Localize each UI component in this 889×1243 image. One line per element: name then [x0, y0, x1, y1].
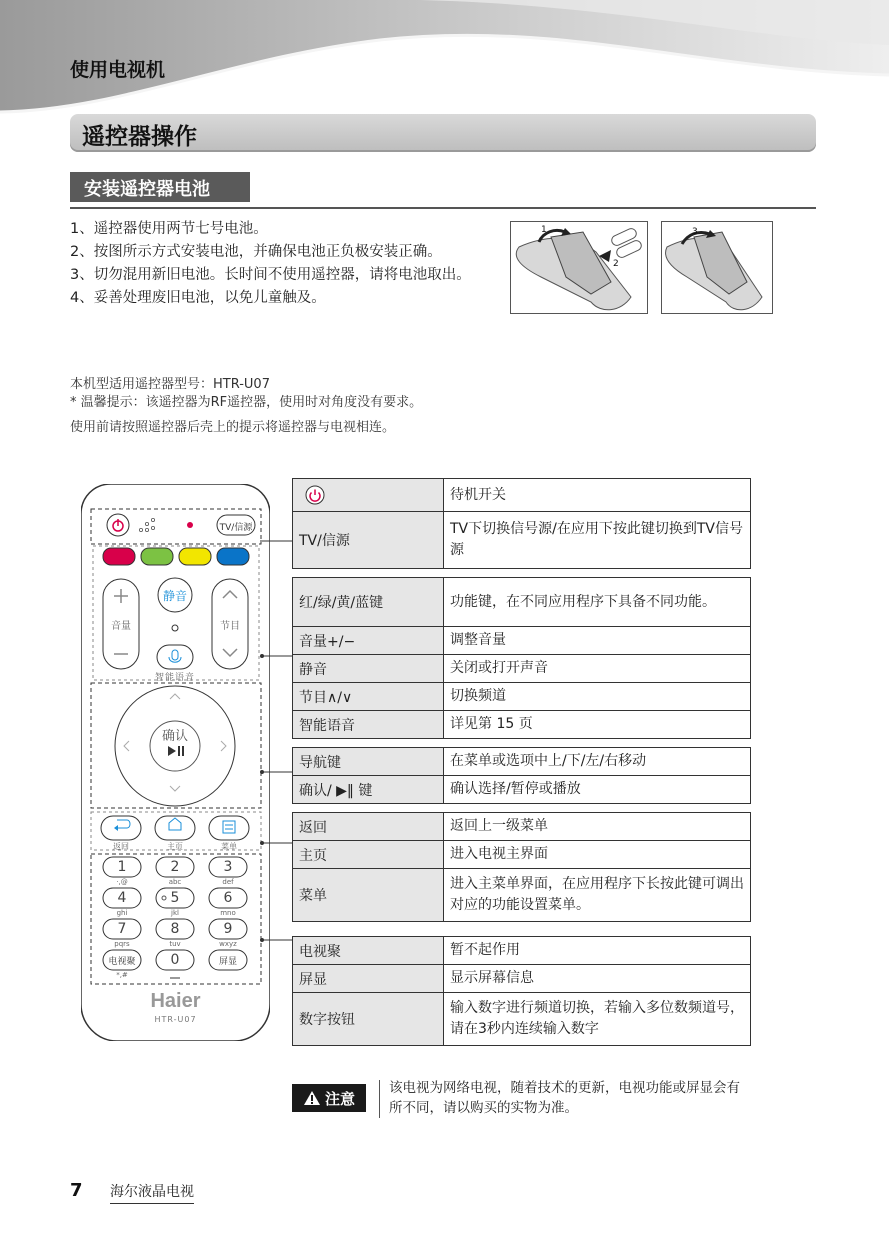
battery-install-figure-2 — [661, 221, 773, 314]
back-key-label: 返回 — [113, 842, 129, 851]
digit-1-letters: ·,@ — [116, 878, 128, 886]
desc-cell: 关闭或打开声音 — [444, 655, 751, 683]
desc-cell: 调整音量 — [444, 627, 751, 655]
digit-2-key: 2 — [170, 859, 180, 875]
digit-4-letters: ghi — [116, 909, 128, 917]
key-cell: 屏显 — [293, 965, 444, 993]
volume-key-label: 音量 — [111, 621, 131, 632]
ok-key-label: 确认 — [161, 729, 188, 744]
digit-6-key: 6 — [223, 890, 233, 906]
chapter-title: 使用电视机 — [70, 59, 166, 81]
digit-5-letters: jkl — [171, 909, 179, 917]
haier-logo: Haier — [150, 990, 201, 1012]
desc-cell: 显示屏幕信息 — [444, 965, 751, 993]
table-row — [293, 813, 751, 841]
rf-tip: * 温馨提示：该遥控器为RF遥控器，使用时对角度没有要求。 — [70, 395, 423, 410]
key-cell: 智能语音 — [293, 711, 444, 739]
subsection-title: 安装遥控器电池 — [84, 179, 210, 200]
mute-key-label: 静音 — [162, 589, 187, 603]
key-cell: 菜单 — [293, 869, 444, 922]
desc-cell: 功能键，在不同应用程序下具备不同功能。 — [444, 578, 751, 627]
table-row — [293, 683, 751, 711]
caution-divider — [379, 1080, 380, 1118]
key-table-numeric — [292, 936, 751, 1046]
step-item: 2、按图所示方式安装电池，并确保电池正负极安装正确。 — [70, 244, 442, 260]
desc-cell: 待机开关 — [444, 479, 751, 512]
key-cell: 红/绿/黄/蓝键 — [293, 578, 444, 627]
battery-install-figure-1 — [510, 221, 648, 314]
digit-3-letters: def — [222, 878, 234, 886]
battery-steps — [70, 218, 471, 310]
tv-source-key-label: TV/信源 — [219, 523, 253, 533]
menu-key-label: 菜单 — [221, 842, 237, 851]
display-key: 屏显 — [218, 957, 237, 967]
remote-model-label: HTR-U07 — [154, 1015, 197, 1024]
table-row — [293, 869, 751, 922]
desc-cell: 输入数字进行频道切换，若输入多位数频道号，请在3秒内连续输入数字 — [444, 993, 751, 1046]
figure-step-3: 3 — [692, 227, 698, 237]
tv-gather-key: 电视聚 — [108, 957, 136, 967]
key-cell: 节目∧/∨ — [293, 683, 444, 711]
desc-cell: TV下切换信号源/在应用下按此键切换到TV信号源 — [444, 512, 751, 569]
key-cell: 电视聚 — [293, 937, 444, 965]
key-table-power — [292, 478, 751, 569]
digit-1-key: 1 — [117, 859, 127, 875]
digit-8-key: 8 — [170, 921, 180, 937]
key-table-function — [292, 577, 751, 739]
key-cell: 数字按钮 — [293, 993, 444, 1046]
page-number: 7 — [70, 1180, 83, 1201]
digit-5-key: 5 — [170, 890, 180, 906]
figure-step-1: 1 — [541, 225, 547, 235]
key-cell: TV/信源 — [293, 512, 444, 569]
home-key-label: 主页 — [167, 842, 183, 851]
desc-cell: 在菜单或选项中上/下/左/右移动 — [444, 748, 751, 776]
digit-7-letters: pqrs — [114, 940, 130, 948]
step-item: 1、遥控器使用两节七号电池。 — [70, 221, 268, 237]
step-item: 4、妥善处理废旧电池，以免儿童触及。 — [70, 290, 326, 306]
digit-9-letters: wxyz — [219, 940, 237, 948]
model-note: 本机型适用遥控器型号：HTR-U07 — [70, 377, 270, 392]
digit-9-key: 9 — [223, 921, 233, 937]
table-row — [293, 993, 751, 1046]
star-hash-label: *,# — [116, 971, 128, 979]
subsection-rule — [70, 207, 816, 209]
caution-badge — [292, 1084, 366, 1112]
figure-step-2: 2 — [613, 259, 619, 269]
digit-2-letters: abc — [168, 878, 182, 886]
table-row — [293, 748, 751, 776]
caution-text: 该电视为网络电视，随着技术的更新，电视功能或屏显会有所不同，请以购买的实物为准。 — [389, 1080, 740, 1116]
key-cell: 主页 — [293, 841, 444, 869]
key-table-menu — [292, 812, 751, 922]
section-title: 遥控器操作 — [82, 124, 197, 150]
digit-4-key: 4 — [117, 890, 127, 906]
desc-cell: 确认选择/暂停或播放 — [444, 776, 751, 804]
warning-icon — [303, 1090, 321, 1106]
digit-6-letters: mno — [220, 909, 236, 917]
key-cell: 导航键 — [293, 748, 444, 776]
digit-0-key: 0 — [170, 952, 180, 968]
remote-illustration — [81, 484, 270, 1041]
key-cell: 音量+/− — [293, 627, 444, 655]
voice-key-label: 智能语音 — [154, 673, 195, 683]
desc-cell: 详见第 15 页 — [444, 711, 751, 739]
pairing-note: 使用前请按照遥控器后壳上的提示将遥控器与电视相连。 — [70, 420, 396, 435]
caution-label: 注意 — [324, 1089, 355, 1108]
footer-brand: 海尔液晶电视 — [110, 1181, 194, 1204]
program-key-label: 节目 — [220, 621, 240, 632]
key-cell: 静音 — [293, 655, 444, 683]
table-row — [293, 711, 751, 739]
power-icon — [305, 485, 325, 505]
key-cell: 确认/ ▶‖ 键 — [293, 776, 444, 804]
step-item: 3、切勿混用新旧电池。长时间不使用遥控器，请将电池取出。 — [70, 267, 471, 283]
table-row — [293, 578, 751, 627]
desc-cell: 返回上一级菜单 — [444, 813, 751, 841]
desc-cell: 进入主菜单界面，在应用程序下长按此键可调出对应的功能设置菜单。 — [444, 869, 751, 922]
desc-cell: 切换频道 — [444, 683, 751, 711]
desc-cell: 暂不起作用 — [444, 937, 751, 965]
digit-7-key: 7 — [117, 921, 127, 937]
table-row — [293, 937, 751, 965]
table-row — [293, 627, 751, 655]
table-row — [293, 655, 751, 683]
key-cell: 返回 — [293, 813, 444, 841]
desc-cell: 进入电视主界面 — [444, 841, 751, 869]
table-row — [293, 776, 751, 804]
table-row — [293, 479, 751, 512]
table-row — [293, 965, 751, 993]
digit-3-key: 3 — [223, 859, 233, 875]
table-row — [293, 841, 751, 869]
key-cell — [293, 479, 444, 512]
digit-8-letters: tuv — [169, 940, 181, 948]
table-row — [293, 512, 751, 569]
key-table-navigation — [292, 747, 751, 804]
